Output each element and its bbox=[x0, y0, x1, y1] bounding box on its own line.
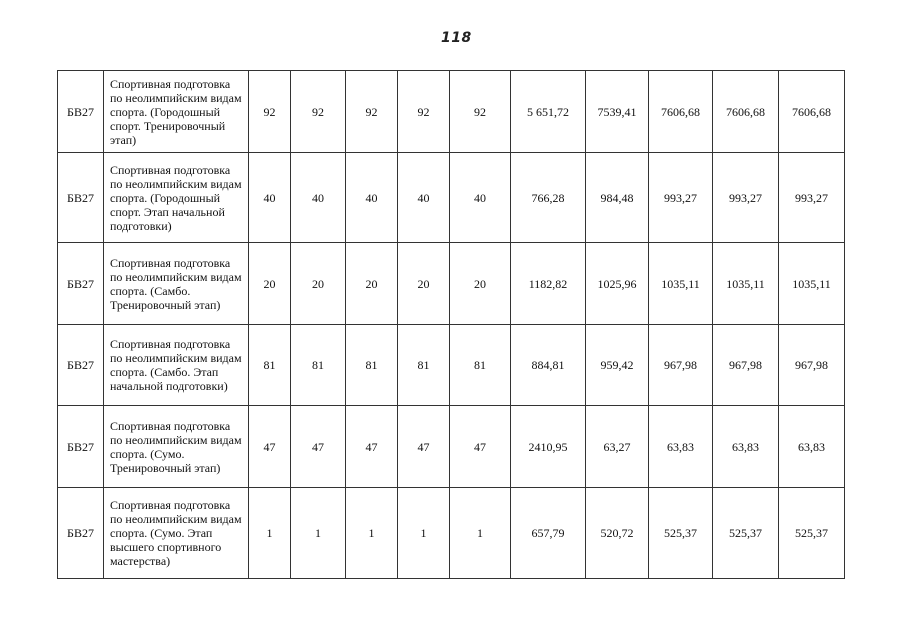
row-amount-value: 1035,11 bbox=[713, 243, 779, 325]
row-description: Спортивная подготовка по неолимпийским видам спорта. (Самбо. Этап начальной подготовки) bbox=[104, 325, 249, 406]
table-row bbox=[58, 406, 845, 488]
page-number: 118 bbox=[441, 30, 472, 46]
row-amount-value: 525,37 bbox=[713, 488, 779, 579]
row-count-value: 20 bbox=[398, 243, 450, 325]
row-amount-value: 7606,68 bbox=[713, 71, 779, 153]
row-count-value: 20 bbox=[346, 243, 398, 325]
row-count-value: 1 bbox=[249, 488, 291, 579]
row-description: Спортивная подготовка по неолимпийским видам спорта. (Самбо. Тренировочный этап) bbox=[104, 243, 249, 325]
row-count-value: 1 bbox=[346, 488, 398, 579]
row-count-value: 81 bbox=[450, 325, 511, 406]
table-row bbox=[58, 153, 845, 243]
row-count-value: 20 bbox=[291, 243, 346, 325]
row-count-value: 47 bbox=[398, 406, 450, 488]
row-code: БВ27 bbox=[58, 406, 104, 488]
row-amount-value: 63,83 bbox=[779, 406, 845, 488]
row-code: БВ27 bbox=[58, 243, 104, 325]
row-amount-value: 1182,82 bbox=[511, 243, 586, 325]
row-amount-value: 967,98 bbox=[649, 325, 713, 406]
row-amount-value: 1035,11 bbox=[649, 243, 713, 325]
row-amount-value: 993,27 bbox=[713, 153, 779, 243]
row-count-value: 92 bbox=[346, 71, 398, 153]
row-count-value: 47 bbox=[291, 406, 346, 488]
row-code: БВ27 bbox=[58, 325, 104, 406]
row-description: Спортивная подготовка по неолимпийским видам спорта. (Сумо. Этап высшего спортивного мастерства) bbox=[104, 488, 249, 579]
row-count-value: 47 bbox=[450, 406, 511, 488]
row-count-value: 92 bbox=[291, 71, 346, 153]
row-count-value: 40 bbox=[398, 153, 450, 243]
table-body bbox=[58, 71, 845, 579]
row-count-value: 1 bbox=[450, 488, 511, 579]
row-count-value: 92 bbox=[398, 71, 450, 153]
row-amount-value: 7539,41 bbox=[586, 71, 649, 153]
row-amount-value: 63,27 bbox=[586, 406, 649, 488]
row-count-value: 40 bbox=[291, 153, 346, 243]
row-description: Спортивная подготовка по неолимпийским видам спорта. (Сумо. Тренировочный этап) bbox=[104, 406, 249, 488]
table-row bbox=[58, 243, 845, 325]
row-count-value: 20 bbox=[450, 243, 511, 325]
row-amount-value: 520,72 bbox=[586, 488, 649, 579]
row-code: БВ27 bbox=[58, 153, 104, 243]
row-amount-value: 1035,11 bbox=[779, 243, 845, 325]
row-count-value: 1 bbox=[398, 488, 450, 579]
row-count-value: 81 bbox=[398, 325, 450, 406]
row-amount-value: 967,98 bbox=[779, 325, 845, 406]
row-description: Спортивная подготовка по неолимпийским видам спорта. (Городошный спорт. Этап начальной подготовки) bbox=[104, 153, 249, 243]
row-count-value: 47 bbox=[346, 406, 398, 488]
row-code: БВ27 bbox=[58, 71, 104, 153]
row-amount-value: 7606,68 bbox=[779, 71, 845, 153]
row-count-value: 40 bbox=[249, 153, 291, 243]
table-row bbox=[58, 488, 845, 579]
row-amount-value: 657,79 bbox=[511, 488, 586, 579]
row-count-value: 47 bbox=[249, 406, 291, 488]
row-amount-value: 1025,96 bbox=[586, 243, 649, 325]
row-amount-value: 959,42 bbox=[586, 325, 649, 406]
row-amount-value: 993,27 bbox=[779, 153, 845, 243]
table-row bbox=[58, 325, 845, 406]
row-count-value: 20 bbox=[249, 243, 291, 325]
row-amount-value: 525,37 bbox=[649, 488, 713, 579]
row-amount-value: 2410,95 bbox=[511, 406, 586, 488]
row-amount-value: 967,98 bbox=[713, 325, 779, 406]
row-count-value: 92 bbox=[450, 71, 511, 153]
row-count-value: 81 bbox=[346, 325, 398, 406]
row-count-value: 40 bbox=[346, 153, 398, 243]
row-code: БВ27 bbox=[58, 488, 104, 579]
row-amount-value: 7606,68 bbox=[649, 71, 713, 153]
row-amount-value: 63,83 bbox=[713, 406, 779, 488]
row-count-value: 81 bbox=[249, 325, 291, 406]
row-description: Спортивная подготовка по неолимпийским видам спорта. (Городошный спорт. Тренировочный этап) bbox=[104, 71, 249, 153]
row-amount-value: 993,27 bbox=[649, 153, 713, 243]
budget-table bbox=[57, 70, 845, 579]
table-row bbox=[58, 71, 845, 153]
row-amount-value: 766,28 bbox=[511, 153, 586, 243]
row-amount-value: 984,48 bbox=[586, 153, 649, 243]
row-amount-value: 63,83 bbox=[649, 406, 713, 488]
row-count-value: 1 bbox=[291, 488, 346, 579]
row-amount-value: 525,37 bbox=[779, 488, 845, 579]
row-count-value: 40 bbox=[450, 153, 511, 243]
row-amount-value: 5 651,72 bbox=[511, 71, 586, 153]
row-count-value: 92 bbox=[249, 71, 291, 153]
row-amount-value: 884,81 bbox=[511, 325, 586, 406]
row-count-value: 81 bbox=[291, 325, 346, 406]
